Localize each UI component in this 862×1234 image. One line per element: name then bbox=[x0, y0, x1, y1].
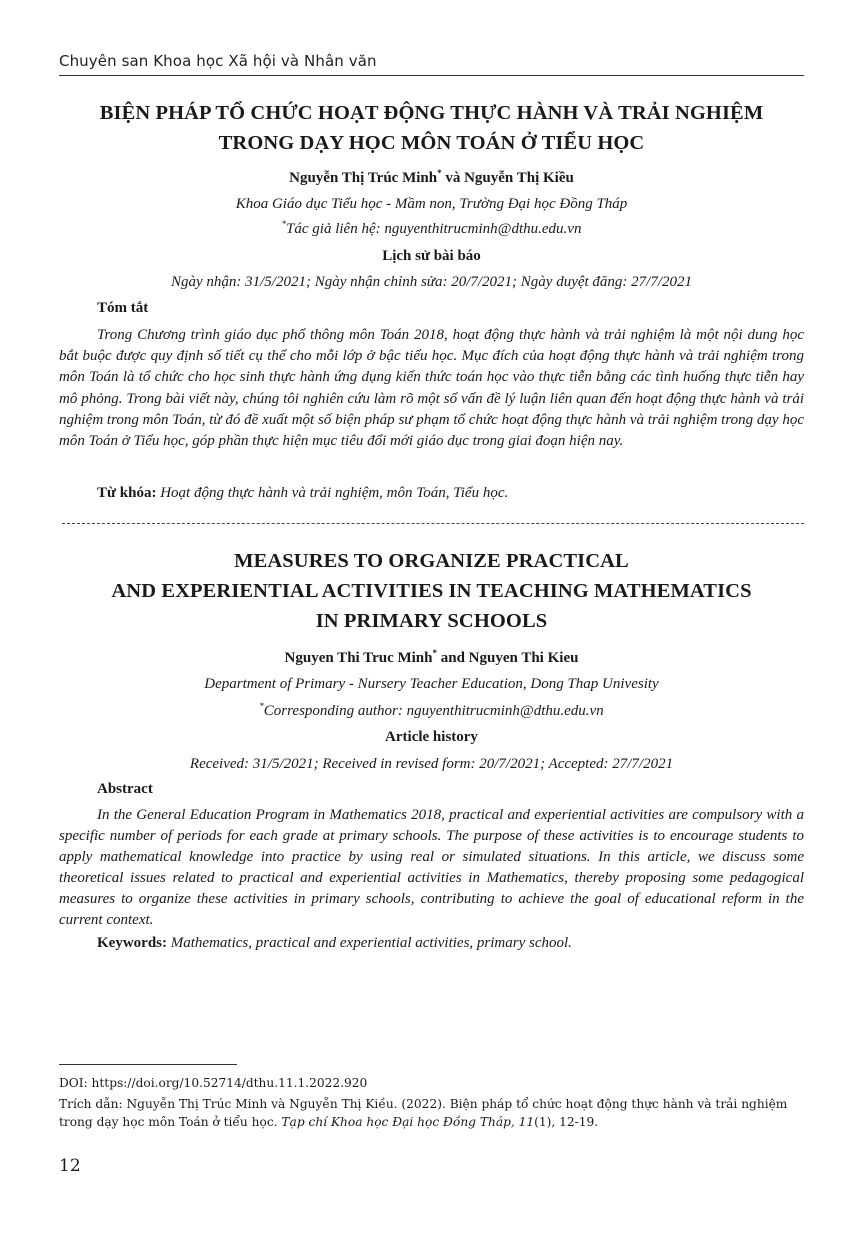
vi-history-dates: Ngày nhận: 31/5/2021; Ngày nhận chỉnh sửa: 20/7/2021; Ngày duyệt đăng: 27/7/2021 bbox=[170, 274, 693, 290]
vi-affiliation: Khoa Giáo dục Tiểu học - Mầm non, Trường Đại học Đồng Tháp bbox=[235, 196, 628, 212]
vi-author-1: Nguyễn Thị Trúc Minh bbox=[289, 170, 438, 186]
en-title-line: AND EXPERIENTIAL ACTIVITIES IN TEACHING MATHEMATICS bbox=[111, 580, 752, 602]
vi-corresponding-mark: * bbox=[281, 219, 287, 229]
running-header: Chuyên san Khoa học Xã hội và Nhân văn bbox=[59, 52, 377, 70]
footnote-citation bbox=[59, 1095, 804, 1131]
en-keywords-label: Keywords: bbox=[97, 935, 167, 951]
vi-keywords-value: Hoạt động thực hành và trải nghiệm, môn Toán, Tiểu học. bbox=[160, 485, 509, 501]
en-author-mark: * bbox=[432, 648, 437, 658]
vi-keywords-label: Từ khóa: bbox=[97, 485, 157, 501]
citation-text: Trích dẫn: Nguyễn Thị Trúc Minh và Nguyễn Thị Kiều. (2022). Biện pháp tổ chức hoạt động thực hành và trải nghiệm trong dạy học môn Toán ở tiểu học. bbox=[59, 1097, 788, 1129]
vi-keywords bbox=[59, 485, 842, 502]
en-keywords bbox=[59, 935, 842, 952]
en-title-line: MEASURES TO ORGANIZE PRACTICAL bbox=[234, 550, 629, 572]
en-abstract-heading: Abstract bbox=[97, 781, 153, 797]
page-number: 12 bbox=[59, 1156, 81, 1176]
vi-title bbox=[59, 98, 804, 158]
vi-corresponding bbox=[59, 221, 804, 238]
en-abstract: In the General Education Program in Mathematics 2018, practical and experiential activities are compulsory with a specific number of periods for each grade at primary schools. The purpose of these activities is to encourage students to apply mathematical knowledge into practice by using real or simulated situations. In this article, we discuss some theoretical issues related to practical and experiential activities in Mathematics, thereby proposing some pedagogical measures to organize these activities in primary schools, contributing to achieve the goal of educational reform in the current context. bbox=[59, 807, 804, 928]
en-author-1: Nguyen Thi Truc Minh bbox=[284, 650, 433, 666]
en-history-dates: Received: 31/5/2021; Received in revised form: 20/7/2021; Accepted: 27/7/2021 bbox=[189, 756, 674, 772]
footnote-rule bbox=[59, 1064, 237, 1065]
en-history-heading: Article history bbox=[385, 729, 478, 745]
en-affiliation: Department of Primary - Nursery Teacher Education, Dong Thap Univesity bbox=[204, 676, 659, 692]
en-keywords-value: Mathematics, practical and experiential activities, primary school. bbox=[170, 935, 572, 951]
en-title-line: IN PRIMARY SCHOOLS bbox=[315, 610, 548, 632]
footnote-doi: DOI: https://doi.org/10.52714/dthu.11.1.2022.920 bbox=[59, 1076, 368, 1090]
vi-abstract-heading: Tóm tắt bbox=[97, 300, 149, 316]
section-divider bbox=[62, 523, 804, 524]
en-title bbox=[59, 546, 804, 636]
en-author-2: and Nguyen Thi Kieu bbox=[437, 650, 579, 666]
vi-title-line: TRONG DẠY HỌC MÔN TOÁN Ở TIỂU HỌC bbox=[218, 132, 645, 154]
en-authors bbox=[59, 650, 804, 667]
en-corresponding bbox=[59, 703, 804, 720]
article-page bbox=[59, 0, 804, 1234]
vi-author-2: và Nguyễn Thị Kiều bbox=[441, 170, 574, 186]
en-corresponding-mark: * bbox=[259, 701, 264, 711]
vi-history-heading: Lịch sử bài báo bbox=[382, 248, 481, 264]
vi-abstract: Trong Chương trình giáo dục phổ thông môn Toán 2018, hoạt động thực hành và trải nghiệm là một nội dung học bắt buộc được quy định số tiết cụ thể cho mỗi lớp ở bậc tiểu học. Mục đích của hoạt động thực hành và trải nghiệm trong môn Toán là tổ chức cho học sinh thực hành ứng dụng kiến thức toán học vào thực tiễn bằng các tình huống thực tiễn hay mô phỏng. Trong bài viết này, chúng tôi nghiên cứu làm rõ một số vấn đề lý luận liên quan đến hoạt động thực hành và trải nghiệm trong môn Toán, từ đó đề xuất một số biện pháp sư phạm tổ chức hoạt động thực hành và trải nghiệm trong dạy học môn Toán ở Tiểu học, góp phần thực hiện mục tiêu đổi mới giáo dục trong giai đoạn hiện nay. bbox=[59, 327, 804, 450]
vi-title-line: BIỆN PHÁP TỔ CHỨC HOẠT ĐỘNG THỰC HÀNH VÀ TRẢI NGHIỆM bbox=[99, 102, 764, 124]
header-rule bbox=[59, 75, 804, 76]
vi-corresponding-text: Tác giả liên hệ: nguyenthitrucminh@dthu.edu.vn bbox=[286, 221, 582, 237]
citation-issue: (1), 12-19. bbox=[534, 1115, 599, 1129]
citation-journal: Tạp chí Khoa học Đại học Đồng Tháp, 11 bbox=[281, 1115, 535, 1129]
en-corresponding-text: Corresponding author: nguyenthitrucminh@dthu.edu.vn bbox=[263, 703, 604, 719]
vi-author-mark: * bbox=[437, 168, 442, 178]
vi-authors bbox=[59, 170, 804, 187]
